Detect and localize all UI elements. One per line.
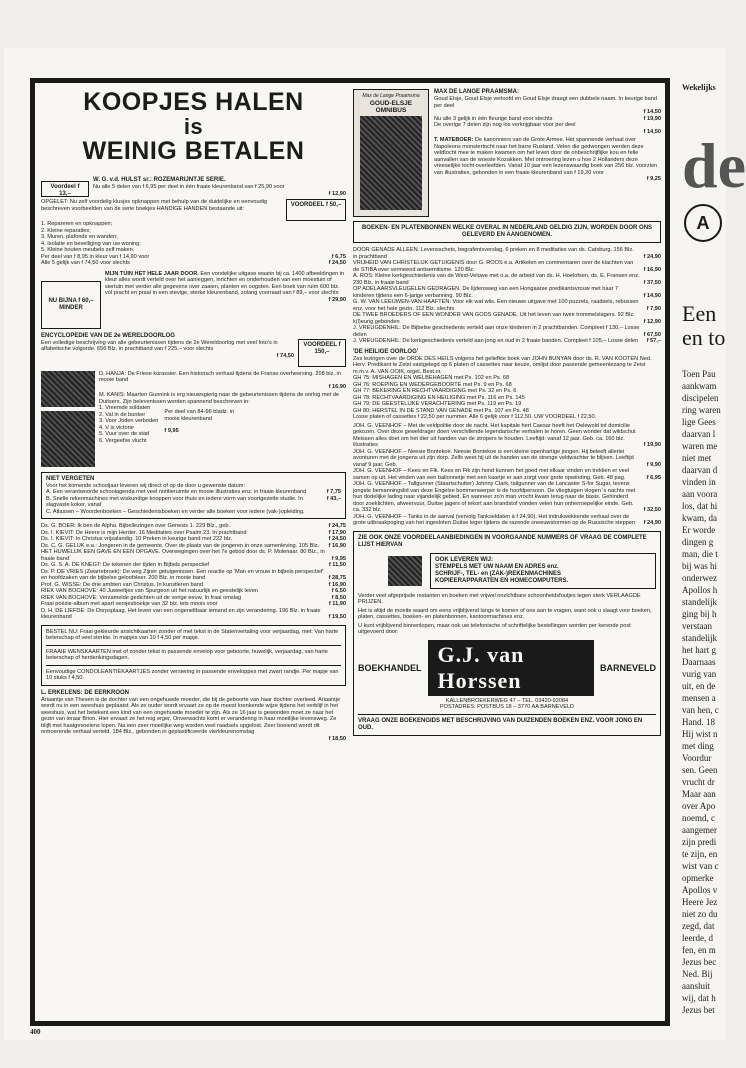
right-book-item-price: f 12,90 (643, 318, 661, 325)
address-2: POSTADRES: POSTBUS 18 – 3770 AA BARNEVELD (439, 704, 575, 710)
strip-line: Toen Pau (682, 369, 716, 379)
left-book-item-price: f 11,90 (328, 601, 346, 607)
strip-text (682, 368, 726, 1016)
kanis-item: 6. Vergeefse vlucht (99, 437, 147, 444)
left-book-item-text: Ds. P. DE VRIES (Zwartebroek): De weg Zijner getuigenissen. Een reactie op 'Man en vrouw in bijbels perspectief' en hoofdzaken van de bijbelse geloofsleer. 200 Blz. in mooie band (41, 568, 324, 581)
tuin-title: MIJN TUIN HET HELE JAAR DOOR. (105, 270, 199, 277)
left-book-item-text: Prof. G. WISSE: De drie ambten van Christus. In kunstleren band (41, 581, 203, 588)
niet-item-b: B. Snelle rekenmachines met wiskundige knoppen voor thuis en iedere vorm van voortgezette studie. In slagvaste koker, vanaf (46, 495, 303, 508)
veenhof-book-item (353, 514, 661, 527)
right-book-item-price: f 14,90 (643, 292, 661, 299)
niet-item-c: C. Atlassen – Woordenboeken – Geschiedenisboeken en verder alle boeken voor iedere (vak-)opleiding. (46, 508, 305, 515)
mdl-text-3: De overige 7 delen zijn nog los verkrijgbaar voor per deel (434, 122, 576, 128)
oorlog-item: GH 76: ROEPING EN WEDERGEBOORTE met Ps. 9 en Ps. 68 (353, 381, 512, 388)
ency-text: Een volledige beschrijving van alle gebeurtenissen tijdens de 2e Wereldoorlog met veel foto's in alfabetische volgorde. 656 Blz. in prachtband van f 225,– voor slechts (41, 339, 278, 352)
mateboer-price: f 9,25 (646, 176, 661, 182)
kanis-price: f 9,95 (164, 428, 179, 434)
right-book-item (353, 312, 661, 325)
nu-bijna-text: NU BIJNA f 60,– MINDER (48, 297, 94, 311)
vraag-header: ZIE OOK ONZE VOORDEELAANBIEDINGEN IN VOORGAANDE NUMMERS OF VRAAG DE COMPLETE LIJST HIERVAN (358, 534, 647, 548)
right-book-item-price: f 57,– (646, 338, 661, 344)
strip-line: bij was hi (682, 561, 717, 571)
right-book-item-text: G. W. VAN LEEUWEN-VAN HAAFTEN: Voor elk wat wils. Een nieuwe uitgave met 100 puzzels, raadsels, rebussen enz. voor het hele gezin. 112 Blz. slechts (353, 299, 639, 312)
kanis-text: M. KANIS: Maarten Gunnink is erg nieuwsgierig naar de gebeurtenissen tijdens de oorlog met de Duitsers. Zijn belevenissen worden spannend beschreven in: (99, 392, 340, 405)
strip-line: met ding (682, 741, 714, 751)
oorlog-end: Losse platen of cassettes f 22,50 per nummer. Alle 6 gelijk voor f 112,50. UW VOORDEEL f 22,50. (353, 414, 597, 420)
logo-name: G.J. van Horssen (428, 640, 594, 696)
strip-line: ging bij h (682, 609, 717, 619)
veenhof-book-item (353, 481, 661, 514)
left-book-item-text: RIEK VAN BOCHOVE: Verzamelde gedichten uit de vorige eeuw. In fraai omslag (41, 594, 242, 601)
veenhof-book-item (353, 468, 661, 481)
niet-price-a: f 7,75 (326, 489, 341, 495)
mdl-price-1: f 14,50 (643, 109, 661, 115)
right-book-item (353, 260, 661, 273)
voordeel-13-badge: Voordeel f 13,– (41, 181, 89, 197)
veenhof-book-item (353, 423, 661, 449)
strip-line: van hen, c (682, 705, 719, 715)
headline-block (41, 89, 346, 177)
niet-item-a: A. Een verantwoorde schoolagenda met veel notitieruimte en mooie illustraties enz. in fraaie kleurenband (46, 489, 307, 495)
hh-item: 4. Isolatie en bevelliging van uw woning; (41, 240, 141, 247)
hanja-price: f 16,90 (328, 383, 346, 390)
left-book-item-price: f 16,90 (328, 581, 346, 588)
mateboer-title: T. MATEBOER: (434, 137, 474, 143)
cover-author: Max de Lange Praamsma (362, 93, 420, 99)
niet-vergeten-box (41, 472, 346, 520)
kurassier-illustration (41, 371, 95, 407)
right-book-item-text: OP ADELAARSVLEUGELEN GEDRAGEN. De lijdensweg van een Hongaarse predikantsvrouw met haar 7 kinderen tijdens een 6-jarige verbanning. 90 Blz. (353, 286, 619, 299)
voordeel-150-badge: VOORDEEL f 150,– (298, 339, 346, 367)
hh-item: 3. Muren, plafonds en wanden; (41, 234, 118, 240)
bestel-2: FRAAIE WENSKAARTEN met of zonder tekst in passende envelop voor geboorte, huwelijk, verjaardag, van harte beterschap of herdenkingsdagen. (46, 648, 328, 661)
hh-price-1: f 6,75 (331, 253, 346, 260)
strip-line: dingen g (682, 537, 714, 547)
left-book-item-price: f 11,50 (328, 562, 346, 568)
oorlog-item: GH 79: DE GEESTELIJKE VERACHTERING met Ps. 119 en Ps. 19 (353, 401, 522, 407)
strip-line: verstaan (682, 621, 712, 631)
left-book-item-price: f 17,90 (328, 529, 346, 536)
strip-line: daarvan l (682, 429, 716, 439)
right-book-item-price: f 67,50 (643, 331, 661, 338)
veenhof-book-item-text: JOH. G. VEENHOF – Tanks in de aanval (vervolg Tankseldaten à f 24,90). Het indrukwekkende verhaal over de grote uitbraakpoging van het ingesloten Duitse leger tijdens de razende sneeuwstormen op de Russische steppen (353, 513, 636, 526)
strip-line: Daarnaas (682, 657, 716, 667)
strip-line: zijn predi (682, 837, 717, 847)
cover-illustration (360, 116, 422, 210)
veenhof-book-item-text: JOH. G. VEENHOF – Neesie Bontekoe. Neesie Bontekoe is een kleine openhartige jongen. Hij beleeft allerlei avonturen met de jongens uit zijn dorp. Zelfs weet hij uit de handen van de strenge veldwachter te blijven. Leeftijd vanaf 9 jaar. Geb. (353, 448, 634, 468)
ook-line: SCHRIJF-, TEL- en (ZAK-)REKENMACHINES (435, 570, 561, 577)
right-book-item (353, 325, 661, 338)
bookstore-advertisement (30, 78, 670, 1026)
logo-left: BOEKHANDEL (358, 662, 422, 673)
hulst-title: W. G. v.d. HULST sr.: ROZEMARIJNTJE SERIE. (93, 177, 226, 183)
left-book-item-text: Fraai poëzie-album met apart versjesboekje van 32 blz. iets moois voor (41, 601, 218, 607)
right-book-item-text: A. ROS: Kleine kerkgeschiedenis van de West-Veluwe met o.a. de arbeid van ds. H. Hoelofsen, ds. E. Fransen enz. 230 Blz. in fraaie band (353, 273, 640, 286)
hulst-price: f 12,90 (328, 190, 346, 197)
strip-line: aangemer (682, 825, 717, 835)
oorlog-item: GH 77: BEKERING EN RECHTVAARDIGING met Ps. 32 en Ps. 6 (353, 388, 517, 394)
kanis-note: Per deel van 84-96 bladz. in mooie kleurenband (164, 409, 235, 422)
handige-handen-block (41, 199, 346, 221)
strip-line: Apollos h (682, 585, 718, 595)
tuin-block (41, 271, 346, 329)
oorlog-item: GH 75: MISHAGEN EN WELBEHAGEN met Ps. 102 en Ps. 68 (353, 375, 510, 381)
verder-text: Verder veel afgeprijsde restanten en boeken met vrijwel onzichtbare schoonheidsfoutjes tegen sterk VERLAAGDE PRIJZEN. (358, 592, 641, 605)
right-book-item (353, 286, 661, 299)
strip-line: sen. Geen (682, 765, 718, 775)
kanis-item: 3. Voor Joden verboden (99, 418, 159, 424)
strip-een-2: en to (682, 325, 726, 350)
kaarten-box (41, 625, 346, 686)
strip-line: Hij wist n (682, 729, 718, 739)
left-book-item (41, 569, 346, 582)
veenhof-book-item-price: f 32,50 (643, 507, 661, 513)
emblem-icon: A (684, 204, 722, 242)
headline-line-3: WEINIG BETALEN (82, 137, 305, 165)
strip-line: aan voora (682, 489, 718, 499)
heilige-oorlog-block (353, 349, 661, 421)
hh-line-1: Per deel van f 8,95 in kleur van f 14,90 voor (41, 253, 150, 260)
strip-line: Heere Jez (682, 897, 718, 907)
right-column (353, 89, 661, 1017)
adjacent-page-strip (682, 48, 746, 1040)
right-book-list (353, 247, 661, 345)
strip-line: daarvan d (682, 465, 718, 475)
strip-line: wij, dat h (682, 993, 716, 1003)
mdl-title: MAX DE LANGE PRAAMSMA: (434, 89, 519, 95)
strip-een-1: Een (682, 301, 717, 326)
ook-line: STEMPELS MET UW NAAM EN ADRES enz. (435, 563, 559, 570)
left-book-list (41, 523, 346, 621)
tuin-price: f 29,90 (328, 296, 346, 303)
left-book-item-text: Ds. G. BOER: Ik ben de Alpha. Bijbellezingen over Genesis 1. 229 Blz., geb. (41, 523, 231, 529)
hh-item: 1. Repareren en opknappen; (41, 221, 113, 227)
mdl-text: Goud Elsje, Goud Elsje verloofd en Goud Elsje draagt een dubbele naam. In keurige band per deel (434, 96, 657, 109)
erkelens-price: f 18,50 (328, 735, 346, 742)
right-book-item (353, 273, 661, 286)
strip-line: vinden in (682, 477, 716, 487)
strip-line: onderwez (682, 573, 717, 583)
strip-line: fen, en m (682, 945, 716, 955)
oorlog-title: 'DE HEILIGE OORLOG' (353, 348, 419, 355)
strip-line: aankwam (682, 381, 717, 391)
strip-line: noemd, c (682, 813, 715, 823)
strip-line: los, dat hi (682, 501, 718, 511)
hanja-text: D. HANJA: De Friese kurassier. Een historisch verhaal tijdens de Franse overheersing. 208 blz. in mooie band (99, 370, 341, 383)
kanis-item: 4. V is victorie (99, 424, 134, 431)
hh-line-2: Alle 5 gelijk van f 74,50 voor slechts (41, 260, 130, 266)
erkelens-text: Ariaantje van Thesen is de dochter van een ongehuwde moeder, die bij de geboorte van haar dochter overleed. Ariaantje wordt nu in een weeshuis geplaatst. Als ze ouder wordt ervaart ze op de meest krenkende wijze tijdens het verblijf in het weeshuis, wat het betekent een kind van een ongehuwde moeder te zijn. Als ze 16 jaar is gewonden moet ze naar het gezin van leraar Brion. Hier ervaart ze het nog erger. Onverwachts komt er verandering in haar moeilijke levensweg. Ze blijft met haatgevoelens lopen. Na een zeer moeilijke weg worden veel raadsels opgelost. Zeer boeiend wordt dit ontroerende verhaal verteld. 184 Blz., gebonden in geplastificeerde vierkleurenomslag (41, 696, 341, 735)
niet-text: Voor het komende schooljaar leveren wij direct of op de door u gewenste datum: (46, 482, 246, 489)
left-book-item-text: Ds. I. KIEVIT: In Christus vrijsalandig. 10 Preken in keurige band met 222 blz. (41, 536, 233, 542)
strip-line: standelijk (682, 633, 717, 643)
strip-line: uit, en de (682, 681, 716, 691)
left-book-item-price: f 8,50 (331, 594, 346, 601)
strip-line: aansluit (682, 981, 710, 991)
strip-line: vrucht dr (682, 777, 715, 787)
kanis-item: 1. Vreemde soldaten (99, 405, 151, 411)
strip-line: man, die t (682, 549, 718, 559)
strip-line: Jezus bec (682, 957, 717, 967)
oorlog-item: GH 78: RECHTVAARDIGING EN HEILIGING met Ps. 116 en Ps. 145 (353, 394, 525, 401)
strip-line: mensen a (682, 693, 716, 703)
left-book-item (41, 549, 346, 562)
right-book-item-text: VRIJHEID VAN CHRISTELIJK GETUIGENIS door G. ROOS e.a. Artikelen en commentaren over de klachten van de STIBA over vermeend antisemitisme. 120 Blz. (353, 260, 634, 273)
strip-line: Ned. Bij (682, 969, 713, 979)
veenhof-book-item-text: JOH. G. VEENHOF – Met de veldpolitie door de nacht. Het kapitale hert Caesar heeft het Oelewold tot domicilie gekozen. Over deze geweldrager doen verschillende legendarische verhalen te horen. Geen wonder dat wildschut Meissen alles doet om het dier uit handen van de stropers te houden. Leeftijd: vanaf 12 jaar. Geb. ca. 160 blz. illustraties (353, 422, 636, 448)
left-book-item-text: Ds. I. KIEVIT: De Heere is mijn Herder. 16 Meditaties over Psalm 23. In prachtband (41, 529, 247, 536)
page-number: 400 (30, 1028, 41, 1036)
handige-handen-list (41, 221, 346, 267)
ook-line: OOK LEVEREN WIJ: (435, 556, 494, 563)
phone-illustration (388, 556, 422, 586)
mateboer-text: De kanonniers van de Grote Armee. Het spannende verhaal over Napoleons monstertocht naar het barre Rusland. Velen die gedwongen werden deze veldtocht mee te maken kwamen om het leven door de onbeschrijflijke kou en felle aanvallen van de woeste Kozakken. Met ontroering lezen u hoe 2 Hollanders deze vreeselijke tocht overleefden. Vanaf 10 jaar een lezenswaardig boek van 256 blz. voorzien van illustraties, gebonden in een fraaie kleurenband van f 19,20 voor (434, 137, 658, 176)
ency-title: ENCYCLOPEDIE VAN DE 2e WERELDOORLOG (41, 332, 175, 339)
opgelet-text: OPGELET: Nu zelf voordelig klusjes opknappen met behulp van de duidelijke en eenvoudig beschreven voorbeelden van de serie boekjes HANDIGE HANDEN bestaande uit: (41, 199, 268, 212)
strip-line: leerde, d (682, 933, 713, 943)
strip-big-title: de (682, 130, 746, 201)
left-book-item-price: f 6,50 (331, 588, 346, 594)
strip-line: niet met (682, 453, 712, 463)
tijd-text: Het is altijd de moeite waard om eens vrijblijvend langs te komen of ons aan te vragen, want ook u slaagt voor boeken, platen, cassettes, boeken- en platenbonnen, kantoormachines enz. (358, 607, 652, 620)
left-book-item-price: f 24,50 (328, 536, 346, 542)
mdl-text-2: Nu alle 3 gelijk in één fleurige band voor slechts (434, 115, 553, 122)
right-book-item-text: DOOR GENADE ALLEEN. Levensschets, begrafenisverslag, 6 preken en 8 meditaties van ds. Catsburg. 156 Blz. in prachtband (353, 247, 634, 260)
ency-price: f 74,50 (276, 352, 294, 359)
ook-leveren-box (430, 553, 656, 589)
cover-title: GOUD-ELSJE OMNIBUS (369, 99, 413, 114)
right-book-item-text: J. VREUGDENHIL: De Bijbelse geschiedenis verteld aan onze kinderen in 2 prachtbanden. Compleet f 130,– Losse delen (353, 325, 640, 338)
veenhof-book-item (353, 449, 661, 469)
goud-elsje-block (353, 89, 661, 217)
left-book-item-price: f 28,75 (328, 575, 346, 581)
logo-right: BARNEVELD (599, 662, 656, 673)
strip-header: Wekelijks (682, 83, 716, 92)
left-book-item-text: Ds. G. S. A. DE KNEGT: De tekenen der tijden in Bijbels perspectief (41, 562, 209, 568)
strip-line: zegd, dat (682, 921, 715, 931)
right-book-item-price: f 24,90 (643, 253, 661, 260)
veenhof-book-item-text: JOH. G. VEENHOF – Tallgunner (Staartschutter) Johnny Clark, tailgunner van de Lancaster S-for Sugar, tevens jongste bemanningslid van deze Engelse bommenwerper is de hoofdpersoon. De vliegtuigen vlogen 's nachts met hun dodelijke lading naar vijandelijk gebied. En wanneer zo'n man vrocht kwam terug naar de basis. Gehinderd door zoeklichten, afweervuur, Duitse jagers of tekort aan brandstof vonden velen hun onherroepelijke einde. Geb. ca. 332 blz. (353, 481, 636, 513)
strip-line: ring waren (682, 405, 721, 415)
strip-line: Voordur (682, 753, 712, 763)
headline-line-2: is (183, 114, 204, 139)
strip-line: niet zo du (682, 909, 718, 919)
u-kunt-text: U kunt vrijblijvend binnenlopen, maar ook uw telefonische of schriftelijke bestellingen worden per kerende post uitgevoerd door: (358, 622, 631, 635)
boekenbonnen-box (353, 221, 661, 243)
mdl-price-3: f 14,50 (643, 128, 661, 135)
veenhof-book-item-text: JOH. G. VEENHOF – Kees en Flk. Kees en Fik zijn hond kunnen het goed met elkaar vinden en trekken er veel samen op uit. Het vinden van een ballonnetje met een kaartje er aan zorgt voor grote opwinding. Geb. 48 pag. (353, 468, 630, 481)
strip-line: lige Gees (682, 417, 716, 427)
right-book-item-text: DE TWEE BROEDERS OF EEN WONDER VAN GODS GENADE. Uit het leven van twee trommelslagers. 92 Blz. k(l)eurig gebonden (353, 312, 635, 325)
strip-line: het hart g (682, 645, 716, 655)
left-book-item-price: f 9,95 (331, 555, 346, 562)
right-book-item-price: f 37,50 (643, 279, 661, 286)
erkelens-title: L. ERKELENS: DE EERKROON (41, 689, 130, 696)
headline-line-1: KOOPJES HALEN (83, 88, 304, 116)
left-book-item-price: f 16,90 (328, 542, 346, 549)
bestel-1: BESTEL NU: Fraai gekleurde ansichtkaarten zonder of met tekst in de Statenvertaling voor verjaardag, met: Van harte beterschap of veel sterkte. In mapjes van 10 f 4,50 per mapje. (46, 628, 339, 641)
right-book-item-text: J. VREUGDENHIL: De kerkgeschiedenis verteld aan jong en oud in 2 fraaie banden. Compleet f 105,– Losse delen (353, 338, 639, 344)
left-column (41, 89, 346, 1017)
strip-line: Er worde (682, 525, 716, 535)
soldiers-illustration (41, 411, 95, 467)
left-book-item-price: f 24,75 (328, 523, 346, 529)
hh-price-2: f 24,50 (328, 260, 346, 266)
hh-item: 2. Kleine reparaties; (41, 227, 91, 234)
strip-line: opmerke (682, 873, 714, 883)
erkelens-block (41, 690, 346, 743)
strip-line: Jezus bet (682, 1005, 715, 1015)
strip-line: te zijn, en (682, 849, 718, 859)
oorlog-text: Zes lezingen over de ORDE DES HEILS volgens het geliefkte boek van JOHN BUNYAN door ds. R. VAN KOOTEN Ned. Herv. Predikant te Zeist vastgelegd op 6 platen of cassettes naar keuze, omlijst door passende gemeentezang te Zeist m.m.v. A. VAN OOIK, orgel. Best.nr. (353, 355, 652, 375)
hulst-block (41, 177, 346, 197)
veenhof-book-item-price: f 6,95 (646, 474, 661, 481)
hh-item: 5. Kleine houten meubels zelf maken. (41, 247, 135, 253)
ook-line: KOPIEERAPPARATEN EN HOMECOMPUTERS. (435, 577, 569, 584)
goud-elsje-cover (353, 89, 429, 217)
boeken-header: BOEKEN- EN PLATENBONNEN WELKE OVERAL IN NEDERLAND GELDIG ZIJN, WORDEN DOOR ONS GELEVERD EN AANGENOMEN. (361, 225, 653, 238)
right-book-item (353, 338, 661, 345)
left-book-item-text: HET HUWELIJK EEN GAVE EN EEN OPGAVE. Overwegingen over het 7e gebod door ds. P. Molenaar. 80 Blz., in fraaie band (41, 549, 325, 562)
veenhof-book-item-price: f 19,90 (643, 442, 661, 448)
kanis-item: 5. Vuur over de stad (99, 431, 150, 437)
veenhof-book-list (353, 423, 661, 527)
strip-line: discipelen (682, 393, 719, 403)
strip-line: Hand. 18 (682, 717, 715, 727)
nu-bijna-badge (41, 281, 101, 329)
left-book-item-text: RIEK VAN BOCHOVE: 40 Juweeltjes van Spurgeon uit het natuurlijk en geestelijk leven (41, 588, 258, 594)
right-book-item-price: f 16,90 (643, 266, 661, 273)
left-book-item-price: f 19,50 (328, 614, 346, 620)
strip-line: standelijk (682, 597, 717, 607)
veenhof-book-item-price: f 24,90 (643, 520, 661, 526)
strip-line: vurig van (682, 669, 717, 679)
mdl-price-2: f 19,90 (643, 115, 661, 122)
right-book-item (353, 299, 661, 312)
strip-line: waren me (682, 441, 718, 451)
bestel-3: Eenvoudige CONDOLEANTIEKAARTJES zonder versiering in passende enveloppes met zwart randje. Per mapje van 10 stuks f 4,50. (46, 668, 339, 681)
final-text: VRAAG ONZE BOEKENGIDS MET BESCHRIJVING VAN DUIZENDEN BOEKEN ENZ. VOOR JONG EN OUD. (358, 717, 643, 731)
encyclopedie-block (41, 333, 346, 367)
niet-title: NIET VERGETEN (46, 475, 95, 482)
address-1: KALLENBROEKERWEG 47 – TEL. 03420-92084 (445, 697, 569, 704)
contact-box (353, 531, 661, 736)
strip-line: Apollos v (682, 885, 718, 895)
right-book-item (353, 247, 661, 260)
hulst-text: Nu alle 5 delen van f 6,95 per deel in één fraaie kleurenband van f 25,90 voor (93, 184, 285, 190)
right-book-item-price: f 7,90 (646, 305, 661, 312)
voordeel-50-badge: VOORDEEL f 50,– (286, 199, 346, 221)
left-book-item-text: D. H. DE LIEFDE: De Dorpsplaag. Het leven van een ongeneltbaar iemand en zijn verandering. 196 Blz. in fraaie kleurenband (41, 607, 321, 620)
newspaper-page (4, 48, 746, 1040)
left-book-item-text: Ds. C. G. GELUK e.a.: Jongeren in de gemeente. Over de plaats van de jongeren in onze samenleving. 105 Blz. (41, 542, 319, 549)
veenhof-book-item-price: f 9,90 (646, 461, 661, 468)
hanja-kanis-block (41, 371, 346, 467)
strip-line: wist van c (682, 861, 719, 871)
strip-line: kwam, da (682, 513, 717, 523)
oorlog-item: GH 80: HERSTEL IN DE STAND VAN GENADE met Ps. 107 en Ps. 48 (353, 407, 529, 414)
tuin-text: Een vorstelijke uitgave waarin bij ca. 1400 afbeeldingen in kleur alles wordt verteld over het aanleggen, inrichten en onderhouden van een moestuin of siertuin met verder alle gegevens over zaaien, planten en oogsten. Een boek van ruim 600 blz. vol pracht en praal in een stevige, sterke kleurenband, zolang voorraad van f 89,– voor slechts (105, 270, 345, 296)
left-book-item (41, 608, 346, 621)
bookstore-logo (358, 640, 656, 696)
strip-line: Maar aan (682, 789, 716, 799)
strip-line: over Apo (682, 801, 716, 811)
niet-price-b: f 43,– (326, 495, 341, 502)
kanis-item: 2. Val in de bunker (99, 411, 146, 418)
